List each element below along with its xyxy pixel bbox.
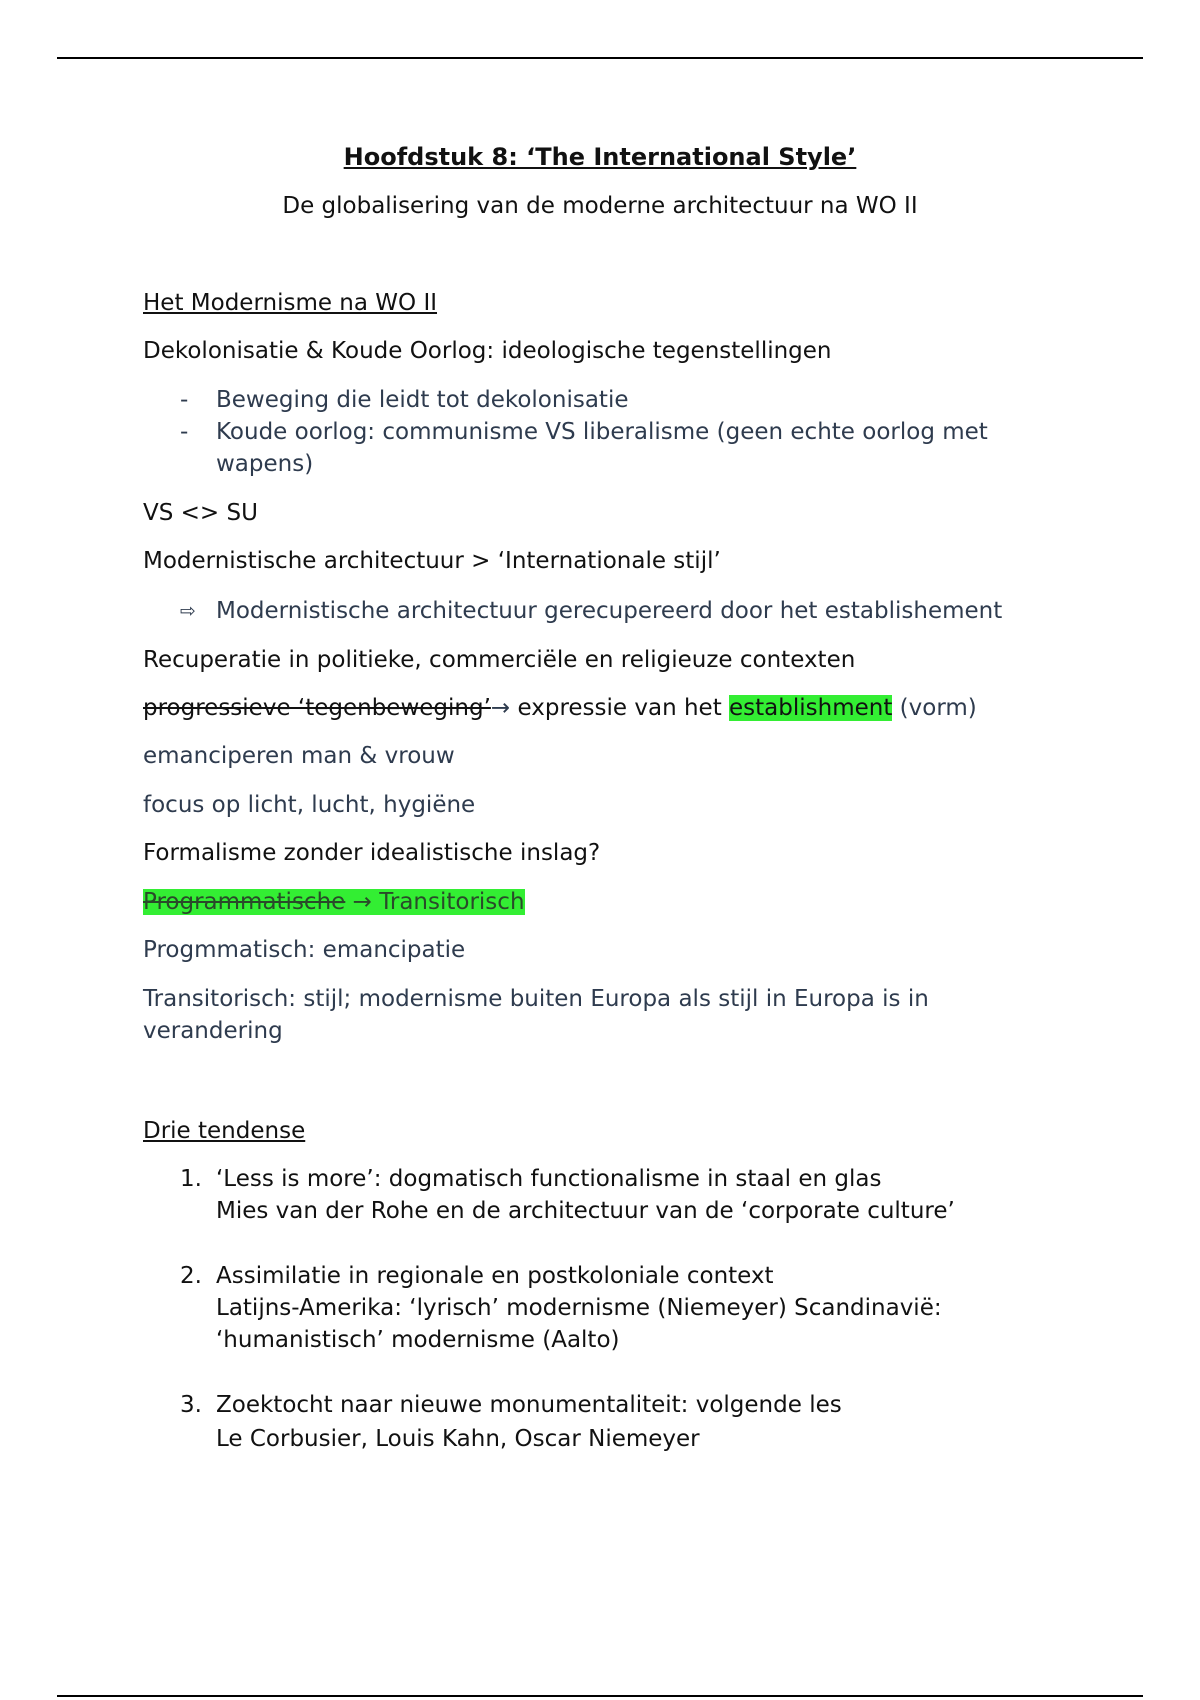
- bullet-item: Koude oorlog: communisme VS liberalisme (geen echte oorlog met: [216, 419, 988, 445]
- bullet-marker: -: [180, 387, 189, 413]
- section-heading-modernisme: Het Modernisme na WO II: [143, 290, 438, 316]
- arrow-glyph: →: [490, 695, 511, 721]
- text-line: Transitorisch: stijl; modernisme buiten Europa als stijl in Europa is in: [143, 986, 929, 1012]
- expressie-text: expressie van het: [510, 695, 730, 721]
- text-line: Modernistische architectuur > ‘Internationale stijl’: [143, 548, 721, 574]
- text-line: verandering: [143, 1018, 283, 1044]
- bullet-item: Beweging die leidt tot dekolonisatie: [216, 387, 629, 413]
- list-item-sub: Latijns-Amerika: ‘lyrisch’ modernisme (Niemeyer) Scandinavië:: [216, 1295, 942, 1321]
- strikethrough-text: Programmatische: [143, 889, 346, 915]
- text-line: emanciperen man & vrouw: [143, 743, 455, 769]
- text-line: focus op licht, lucht, hygiëne: [143, 792, 476, 818]
- highlighted-transition: [143, 889, 525, 915]
- bottom-rule: [57, 1695, 1143, 1697]
- establishment-line: [143, 692, 977, 724]
- list-item: Zoektocht naar nieuwe monumentaliteit: volgende les: [216, 1392, 842, 1418]
- bullet-marker: -: [180, 419, 189, 445]
- list-item: ‘Less is more’: dogmatisch functionalisme in staal en glas: [216, 1166, 882, 1192]
- text-line: Recuperatie in politieke, commerciële en religieuze contexten: [143, 647, 856, 673]
- list-number: 2.: [180, 1263, 202, 1289]
- list-item-sub: Mies van der Rohe en de architectuur van de ‘corporate culture’: [216, 1198, 955, 1224]
- vorm-text: (vorm): [892, 695, 977, 721]
- top-rule: [57, 57, 1143, 59]
- list-number: 1.: [180, 1166, 202, 1192]
- highlighted-establishment: establishment: [729, 695, 893, 721]
- list-number: 3.: [180, 1392, 202, 1418]
- page-title: Hoofdstuk 8: ‘The International Style’: [343, 143, 857, 171]
- text-line: Dekolonisatie & Koude Oorlog: ideologische tegenstellingen: [143, 338, 832, 364]
- text-line: Progmmatisch: emancipatie: [143, 937, 466, 963]
- list-item-sub: ‘humanistisch’ modernisme (Aalto): [216, 1327, 620, 1353]
- arrow-item: Modernistische architectuur gerecupereerd door het establishement: [216, 598, 1003, 624]
- text-line: Formalisme zonder idealistische inslag?: [143, 840, 601, 866]
- text-line: VS <> SU: [143, 500, 258, 526]
- section-heading-tendense: Drie tendense: [143, 1118, 306, 1144]
- bullet-item-continuation: wapens): [216, 451, 314, 477]
- arrow-bullet-icon: ⇨: [180, 600, 196, 622]
- strikethrough-text: progressieve ‘tegenbeweging’: [143, 695, 491, 721]
- page-subtitle: De globalisering van de moderne architectuur na WO II: [282, 193, 918, 219]
- list-item: Assimilatie in regionale en postkoloniale context: [216, 1263, 774, 1289]
- programmatische-line: [143, 886, 525, 918]
- list-item-sub: Le Corbusier, Louis Kahn, Oscar Niemeyer: [216, 1426, 700, 1452]
- transitorisch-text: → Transitorisch: [345, 889, 525, 915]
